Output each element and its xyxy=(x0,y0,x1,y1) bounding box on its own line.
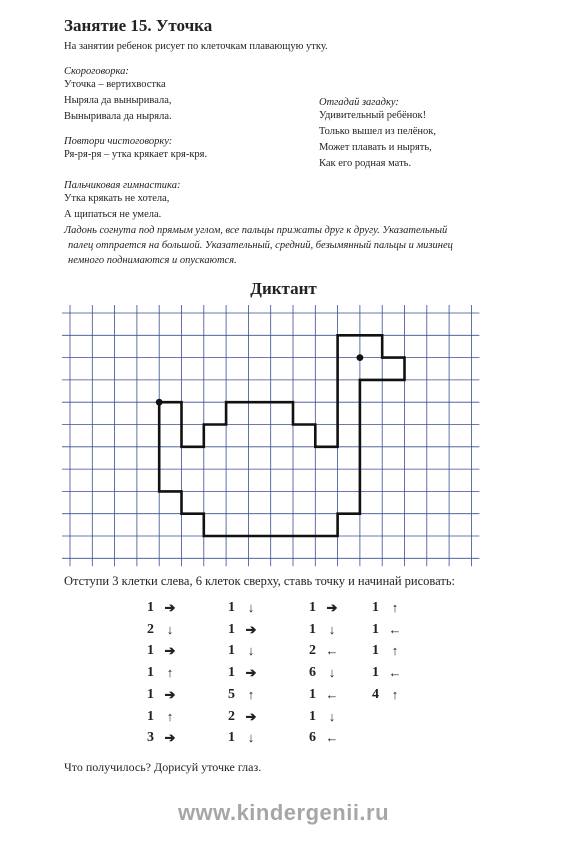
step-count: 1 xyxy=(228,600,235,615)
step-count: 1 xyxy=(309,621,316,637)
pure-phrase-line: Ря-ря-ря – утка крякает кря-кря. xyxy=(64,149,208,160)
dictation-step xyxy=(228,597,258,619)
dictation-step xyxy=(228,706,258,728)
step-count: 2 xyxy=(309,643,316,659)
dictation-step xyxy=(228,727,258,749)
dictation-step xyxy=(147,727,177,749)
arrow-left-icon: ← xyxy=(325,643,339,659)
riddle-line: Может плавать и нырять, xyxy=(319,142,432,153)
dictation-step xyxy=(228,662,258,684)
dictation-step xyxy=(228,640,258,662)
dictation-step xyxy=(309,597,339,619)
step-count: 4 xyxy=(372,686,379,702)
finger-gym-instruction: палец отпрается на большой. Указательный, средний, безымянный пальцы и мизинец xyxy=(68,240,453,251)
arrow-down-icon: ↓ xyxy=(247,600,255,615)
finger-gym-line: А щипаться не умела. xyxy=(64,209,162,220)
dictation-step xyxy=(309,619,339,641)
finger-gym-instruction: немного поднимаются и опускаются. xyxy=(68,255,237,266)
arrow-left-icon: ← xyxy=(325,686,339,702)
dictation-step xyxy=(228,619,258,641)
finger-gym-label: Пальчиковая гимнастика: xyxy=(64,180,181,191)
arrow-up-icon: ↑ xyxy=(166,665,174,681)
arrow-right-icon: ➔ xyxy=(164,643,176,659)
step-count: 1 xyxy=(228,643,235,659)
arrow-right-icon: ➔ xyxy=(164,730,176,746)
dictation-step xyxy=(309,640,339,662)
dictation-step xyxy=(309,727,339,749)
start-dot xyxy=(156,399,163,406)
step-count: 1 xyxy=(228,621,235,637)
duck-outline xyxy=(159,335,404,536)
arrow-right-icon: ➔ xyxy=(245,665,257,681)
dictation-step xyxy=(372,684,402,706)
intro-text: На занятии ребенок рисует по клеточкам плавающую утку. xyxy=(64,41,328,52)
arrow-up-icon: ↑ xyxy=(391,686,399,702)
arrow-right-icon: ➔ xyxy=(326,600,338,615)
dictation-instruction: Отступи 3 клетки слева, 6 клеток сверху, ставь точку и начинай рисовать: xyxy=(64,574,456,588)
step-count: 1 xyxy=(147,600,154,615)
arrow-right-icon: ➔ xyxy=(164,686,176,702)
step-count: 1 xyxy=(147,643,154,659)
step-count: 1 xyxy=(372,665,379,681)
dictation-step xyxy=(309,662,339,684)
tongue-twister-line: Уточка – вертихвостка xyxy=(64,79,166,90)
step-count: 6 xyxy=(309,730,316,746)
step-count: 1 xyxy=(372,621,379,637)
step-count: 1 xyxy=(372,600,379,615)
riddle-line: Только вышел из пелёнок, xyxy=(319,126,436,137)
dictation-step xyxy=(372,597,402,619)
tongue-twister-line: Ныряла да выныривала, xyxy=(64,95,172,106)
finger-gym-line: Утка крякать не хотела, xyxy=(64,193,170,204)
dictation-step xyxy=(372,640,402,662)
pure-phrase-label: Повтори чистоговорку: xyxy=(64,136,173,147)
arrow-down-icon: ↓ xyxy=(166,621,174,637)
step-count: 1 xyxy=(147,665,154,681)
arrow-left-icon: ← xyxy=(388,621,402,637)
arrow-down-icon: ↓ xyxy=(328,708,336,724)
arrow-right-icon: ➔ xyxy=(245,708,257,724)
tongue-twister-label: Скороговорка: xyxy=(64,66,129,77)
step-count: 1 xyxy=(228,665,235,681)
arrow-left-icon: ← xyxy=(325,730,339,746)
dictation-step xyxy=(147,706,177,728)
arrow-up-icon: ↑ xyxy=(166,708,174,724)
riddle-label: Отгадай загадку: xyxy=(319,97,399,108)
step-count: 1 xyxy=(372,643,379,659)
grid-lines xyxy=(62,305,479,566)
closing-question: Что получилось? Дорисуй уточке глаз. xyxy=(64,760,262,774)
dictation-step xyxy=(309,684,339,706)
page-title: Занятие 15. Уточка xyxy=(64,16,213,35)
step-count: 2 xyxy=(147,621,154,637)
arrow-down-icon: ↓ xyxy=(247,643,255,659)
arrow-right-icon: ➔ xyxy=(245,621,257,637)
step-count: 1 xyxy=(147,686,154,702)
step-count: 3 xyxy=(147,730,154,746)
dictation-step xyxy=(147,684,177,706)
step-count: 5 xyxy=(228,686,235,702)
dictation-step xyxy=(147,619,177,641)
dictation-title: Диктант xyxy=(250,279,317,298)
dictation-step xyxy=(372,619,402,641)
riddle-line: Удивительный ребёнок! xyxy=(319,110,427,121)
dictation-step xyxy=(147,662,177,684)
step-count: 1 xyxy=(309,600,316,615)
step-count: 1 xyxy=(309,686,316,702)
dictation-step xyxy=(147,640,177,662)
arrow-up-icon: ↑ xyxy=(391,643,399,659)
dictation-step xyxy=(228,684,258,706)
arrow-right-icon: ➔ xyxy=(164,600,176,615)
dictation-step xyxy=(147,597,177,619)
arrow-up-icon: ↑ xyxy=(247,686,255,702)
step-count: 1 xyxy=(147,708,154,724)
tongue-twister-line: Выныривала да ныряла. xyxy=(64,111,172,122)
arrow-down-icon: ↓ xyxy=(328,621,336,637)
dictation-step xyxy=(372,662,402,684)
arrow-down-icon: ↓ xyxy=(328,665,336,681)
finger-gym-instruction: Ладонь согнута под прямым углом, все пальцы прижаты друг к другу. Указательный xyxy=(64,225,448,236)
step-count: 1 xyxy=(309,708,316,724)
step-count: 1 xyxy=(228,730,235,746)
step-count: 6 xyxy=(309,665,316,681)
watermark: www.kindergenii.ru xyxy=(177,800,390,825)
step-count: 2 xyxy=(228,708,235,724)
eye-dot xyxy=(357,354,364,361)
riddle-line: Как его родная мать. xyxy=(319,158,412,169)
arrow-up-icon: ↑ xyxy=(391,600,399,615)
dictation-step xyxy=(309,706,339,728)
arrow-down-icon: ↓ xyxy=(247,730,255,746)
arrow-left-icon: ← xyxy=(388,665,402,681)
